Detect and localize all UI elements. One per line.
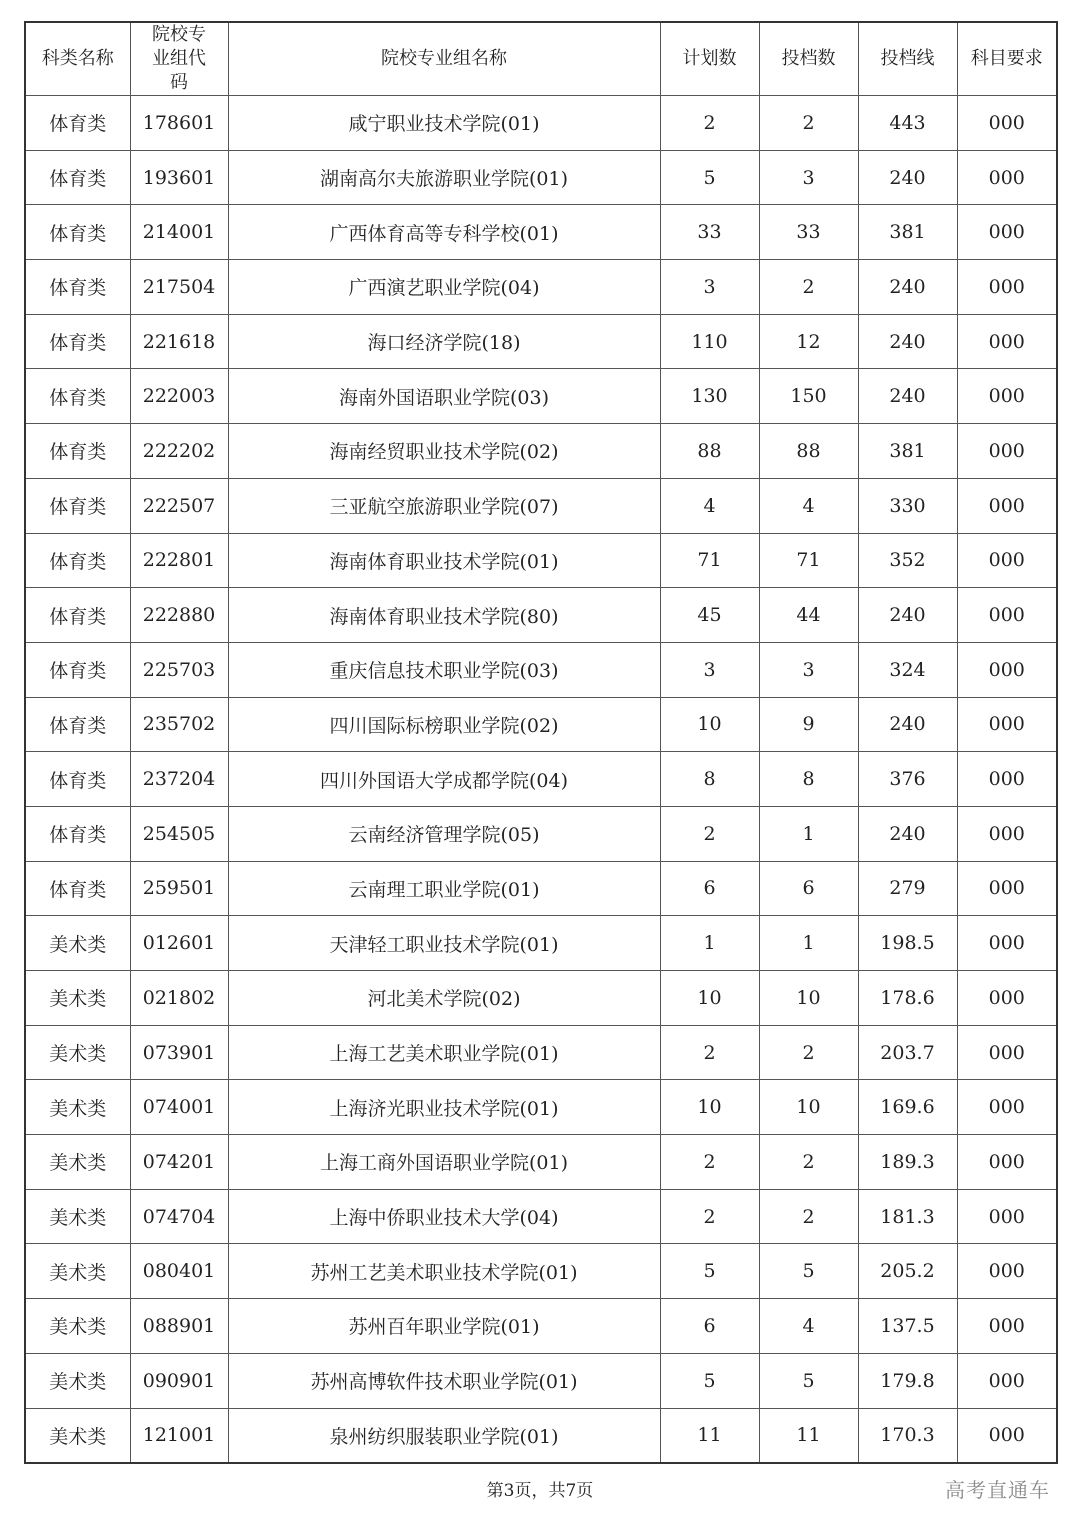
cell-group-code: 222507: [130, 478, 228, 533]
table-header: [25, 22, 1057, 96]
cell-group-code: 237204: [130, 752, 228, 807]
cell-admitted-count: 2: [759, 260, 858, 315]
table-row: [25, 1408, 1057, 1463]
cell-plan-count: 5: [660, 1244, 759, 1299]
cell-category: 体育类: [25, 533, 130, 588]
table-row: [25, 150, 1057, 205]
header-admitted-count: 投档数: [759, 22, 858, 96]
table-row: [25, 314, 1057, 369]
cell-category: 体育类: [25, 806, 130, 861]
cell-admitted-count: 2: [759, 96, 858, 151]
cell-group-code: 088901: [130, 1299, 228, 1354]
cell-group-name: 重庆信息技术职业学院(03): [228, 642, 660, 697]
cell-group-code: 090901: [130, 1353, 228, 1408]
cell-category: 体育类: [25, 314, 130, 369]
cell-group-name: 云南理工职业学院(01): [228, 861, 660, 916]
cell-plan-count: 3: [660, 642, 759, 697]
cell-subject-requirement: 000: [957, 424, 1057, 479]
cell-group-code: 222202: [130, 424, 228, 479]
header-row: [25, 22, 1057, 96]
cell-subject-requirement: 000: [957, 1080, 1057, 1135]
cell-cutoff-score: 198.5: [858, 916, 957, 971]
cell-cutoff-score: 279: [858, 861, 957, 916]
table-row: [25, 478, 1057, 533]
cell-group-code: 021802: [130, 971, 228, 1026]
cell-group-code: 012601: [130, 916, 228, 971]
cell-subject-requirement: 000: [957, 752, 1057, 807]
cell-subject-requirement: 000: [957, 1353, 1057, 1408]
cell-cutoff-score: 381: [858, 424, 957, 479]
table-row: [25, 806, 1057, 861]
header-plan-count: 计划数: [660, 22, 759, 96]
cell-plan-count: 2: [660, 1189, 759, 1244]
cell-admitted-count: 2: [759, 1135, 858, 1190]
cell-category: 美术类: [25, 1080, 130, 1135]
cell-cutoff-score: 240: [858, 369, 957, 424]
cell-group-name: 广西演艺职业学院(04): [228, 260, 660, 315]
cell-plan-count: 3: [660, 260, 759, 315]
cell-subject-requirement: 000: [957, 588, 1057, 643]
cell-admitted-count: 150: [759, 369, 858, 424]
cell-category: 体育类: [25, 861, 130, 916]
cell-cutoff-score: 181.3: [858, 1189, 957, 1244]
header-group-name: 院校专业组名称: [228, 22, 660, 96]
cell-cutoff-score: 324: [858, 642, 957, 697]
cell-plan-count: 2: [660, 806, 759, 861]
cell-group-code: 259501: [130, 861, 228, 916]
cell-cutoff-score: 189.3: [858, 1135, 957, 1190]
cell-admitted-count: 44: [759, 588, 858, 643]
cell-admitted-count: 11: [759, 1408, 858, 1463]
cell-plan-count: 110: [660, 314, 759, 369]
cell-group-code: 217504: [130, 260, 228, 315]
cell-group-name: 上海工商外国语职业学院(01): [228, 1135, 660, 1190]
table-row: [25, 642, 1057, 697]
cell-category: 体育类: [25, 205, 130, 260]
cell-group-code: 193601: [130, 150, 228, 205]
cell-subject-requirement: 000: [957, 205, 1057, 260]
cell-plan-count: 6: [660, 1299, 759, 1354]
cell-group-code: 222801: [130, 533, 228, 588]
cell-subject-requirement: 000: [957, 806, 1057, 861]
cell-plan-count: 2: [660, 1135, 759, 1190]
cell-plan-count: 2: [660, 1025, 759, 1080]
cell-group-name: 上海中侨职业技术大学(04): [228, 1189, 660, 1244]
cell-group-name: 苏州百年职业学院(01): [228, 1299, 660, 1354]
cell-group-name: 三亚航空旅游职业学院(07): [228, 478, 660, 533]
cell-category: 美术类: [25, 1189, 130, 1244]
cell-category: 美术类: [25, 916, 130, 971]
cell-group-name: 苏州工艺美术职业技术学院(01): [228, 1244, 660, 1299]
cell-subject-requirement: 000: [957, 369, 1057, 424]
cell-group-name: 泉州纺织服装职业学院(01): [228, 1408, 660, 1463]
header-category: 科类名称: [25, 22, 130, 96]
cell-subject-requirement: 000: [957, 478, 1057, 533]
cell-plan-count: 4: [660, 478, 759, 533]
cell-cutoff-score: 170.3: [858, 1408, 957, 1463]
cell-subject-requirement: 000: [957, 861, 1057, 916]
table-row: [25, 1353, 1057, 1408]
cell-group-name: 广西体育高等专科学校(01): [228, 205, 660, 260]
table-row: [25, 205, 1057, 260]
cell-admitted-count: 3: [759, 150, 858, 205]
cell-admitted-count: 1: [759, 806, 858, 861]
cell-subject-requirement: 000: [957, 96, 1057, 151]
cell-cutoff-score: 381: [858, 205, 957, 260]
cell-admitted-count: 4: [759, 478, 858, 533]
cell-admitted-count: 88: [759, 424, 858, 479]
cell-plan-count: 2: [660, 96, 759, 151]
cell-plan-count: 10: [660, 1080, 759, 1135]
cell-subject-requirement: 000: [957, 697, 1057, 752]
cell-category: 体育类: [25, 369, 130, 424]
cell-subject-requirement: 000: [957, 1299, 1057, 1354]
cell-cutoff-score: 179.8: [858, 1353, 957, 1408]
cell-subject-requirement: 000: [957, 533, 1057, 588]
cell-admitted-count: 10: [759, 971, 858, 1026]
cell-group-name: 海南体育职业技术学院(01): [228, 533, 660, 588]
cell-group-code: 074001: [130, 1080, 228, 1135]
cell-group-code: 074201: [130, 1135, 228, 1190]
cell-plan-count: 45: [660, 588, 759, 643]
cell-subject-requirement: 000: [957, 1135, 1057, 1190]
cell-admitted-count: 1: [759, 916, 858, 971]
cell-plan-count: 10: [660, 971, 759, 1026]
table-row: [25, 1299, 1057, 1354]
cell-plan-count: 33: [660, 205, 759, 260]
cell-category: 体育类: [25, 424, 130, 479]
cell-cutoff-score: 169.6: [858, 1080, 957, 1135]
table-row: [25, 1080, 1057, 1135]
cell-admitted-count: 71: [759, 533, 858, 588]
table-row: [25, 424, 1057, 479]
cell-category: 美术类: [25, 1408, 130, 1463]
cell-group-name: 苏州高博软件技术职业学院(01): [228, 1353, 660, 1408]
cell-group-name: 云南经济管理学院(05): [228, 806, 660, 861]
cell-group-code: 254505: [130, 806, 228, 861]
cell-cutoff-score: 376: [858, 752, 957, 807]
cell-category: 美术类: [25, 971, 130, 1026]
table-row: [25, 369, 1057, 424]
cell-plan-count: 10: [660, 697, 759, 752]
table-row: [25, 916, 1057, 971]
cell-admitted-count: 10: [759, 1080, 858, 1135]
cell-group-code: 074704: [130, 1189, 228, 1244]
cell-cutoff-score: 330: [858, 478, 957, 533]
cell-category: 体育类: [25, 697, 130, 752]
cell-plan-count: 11: [660, 1408, 759, 1463]
cell-cutoff-score: 240: [858, 314, 957, 369]
cell-subject-requirement: 000: [957, 314, 1057, 369]
header-subject-requirement: 科目要求: [957, 22, 1057, 96]
table-body: [25, 96, 1057, 1464]
cell-subject-requirement: 000: [957, 260, 1057, 315]
cell-cutoff-score: 205.2: [858, 1244, 957, 1299]
table-row: [25, 588, 1057, 643]
cell-admitted-count: 6: [759, 861, 858, 916]
cell-group-code: 080401: [130, 1244, 228, 1299]
cell-admitted-count: 5: [759, 1244, 858, 1299]
cell-cutoff-score: 240: [858, 806, 957, 861]
cell-subject-requirement: 000: [957, 916, 1057, 971]
cell-category: 美术类: [25, 1244, 130, 1299]
cell-category: 体育类: [25, 642, 130, 697]
header-cutoff-score: 投档线: [858, 22, 957, 96]
cell-admitted-count: 4: [759, 1299, 858, 1354]
table-row: [25, 752, 1057, 807]
cell-category: 美术类: [25, 1025, 130, 1080]
table-row: [25, 1244, 1057, 1299]
cell-category: 美术类: [25, 1135, 130, 1190]
cell-admitted-count: 2: [759, 1189, 858, 1244]
cell-admitted-count: 2: [759, 1025, 858, 1080]
cell-cutoff-score: 352: [858, 533, 957, 588]
cell-category: 体育类: [25, 588, 130, 643]
cell-group-code: 225703: [130, 642, 228, 697]
cell-admitted-count: 12: [759, 314, 858, 369]
cell-plan-count: 5: [660, 150, 759, 205]
watermark-text: 高考直通车: [945, 1478, 1050, 1502]
cell-subject-requirement: 000: [957, 1025, 1057, 1080]
cell-group-name: 海南经贸职业技术学院(02): [228, 424, 660, 479]
cell-cutoff-score: 137.5: [858, 1299, 957, 1354]
header-group-code: 院校专业组代码: [130, 22, 228, 96]
cell-cutoff-score: 240: [858, 150, 957, 205]
cell-cutoff-score: 443: [858, 96, 957, 151]
cell-admitted-count: 9: [759, 697, 858, 752]
cell-group-name: 上海工艺美术职业学院(01): [228, 1025, 660, 1080]
cell-subject-requirement: 000: [957, 150, 1057, 205]
cell-group-name: 天津轻工职业技术学院(01): [228, 916, 660, 971]
table-row: [25, 1025, 1057, 1080]
cell-plan-count: 6: [660, 861, 759, 916]
cell-group-name: 四川国际标榜职业学院(02): [228, 697, 660, 752]
table-row: [25, 971, 1057, 1026]
cell-group-name: 咸宁职业技术学院(01): [228, 96, 660, 151]
cell-subject-requirement: 000: [957, 1244, 1057, 1299]
cell-subject-requirement: 000: [957, 1408, 1057, 1463]
cell-cutoff-score: 240: [858, 588, 957, 643]
cell-admitted-count: 33: [759, 205, 858, 260]
cell-group-name: 四川外国语大学成都学院(04): [228, 752, 660, 807]
cell-subject-requirement: 000: [957, 1189, 1057, 1244]
cell-subject-requirement: 000: [957, 642, 1057, 697]
cell-plan-count: 5: [660, 1353, 759, 1408]
table-row: [25, 1135, 1057, 1190]
cell-plan-count: 1: [660, 916, 759, 971]
cell-category: 美术类: [25, 1299, 130, 1354]
cell-group-code: 178601: [130, 96, 228, 151]
cell-cutoff-score: 240: [858, 697, 957, 752]
cell-admitted-count: 3: [759, 642, 858, 697]
cell-plan-count: 71: [660, 533, 759, 588]
cell-group-code: 214001: [130, 205, 228, 260]
cell-admitted-count: 8: [759, 752, 858, 807]
cell-group-name: 湖南高尔夫旅游职业学院(01): [228, 150, 660, 205]
table-row: [25, 697, 1057, 752]
cell-group-code: 222003: [130, 369, 228, 424]
cell-group-name: 海南外国语职业学院(03): [228, 369, 660, 424]
admission-table: [24, 21, 1058, 1464]
cell-category: 美术类: [25, 1353, 130, 1408]
cell-category: 体育类: [25, 478, 130, 533]
cell-group-code: 121001: [130, 1408, 228, 1463]
table-row: [25, 1189, 1057, 1244]
cell-group-code: 222880: [130, 588, 228, 643]
table-row: [25, 861, 1057, 916]
page-number: 第3页，共7页: [486, 1481, 594, 1501]
cell-group-code: 221618: [130, 314, 228, 369]
cell-category: 体育类: [25, 96, 130, 151]
cell-category: 体育类: [25, 150, 130, 205]
cell-cutoff-score: 178.6: [858, 971, 957, 1026]
cell-plan-count: 8: [660, 752, 759, 807]
cell-category: 体育类: [25, 752, 130, 807]
table-row: [25, 260, 1057, 315]
cell-cutoff-score: 203.7: [858, 1025, 957, 1080]
table-row: [25, 533, 1057, 588]
cell-group-code: 235702: [130, 697, 228, 752]
cell-admitted-count: 5: [759, 1353, 858, 1408]
cell-group-name: 上海济光职业技术学院(01): [228, 1080, 660, 1135]
cell-group-code: 073901: [130, 1025, 228, 1080]
cell-category: 体育类: [25, 260, 130, 315]
cell-subject-requirement: 000: [957, 971, 1057, 1026]
cell-group-name: 海口经济学院(18): [228, 314, 660, 369]
cell-plan-count: 88: [660, 424, 759, 479]
cell-group-name: 海南体育职业技术学院(80): [228, 588, 660, 643]
table-row: [25, 96, 1057, 151]
cell-group-name: 河北美术学院(02): [228, 971, 660, 1026]
cell-plan-count: 130: [660, 369, 759, 424]
cell-cutoff-score: 240: [858, 260, 957, 315]
